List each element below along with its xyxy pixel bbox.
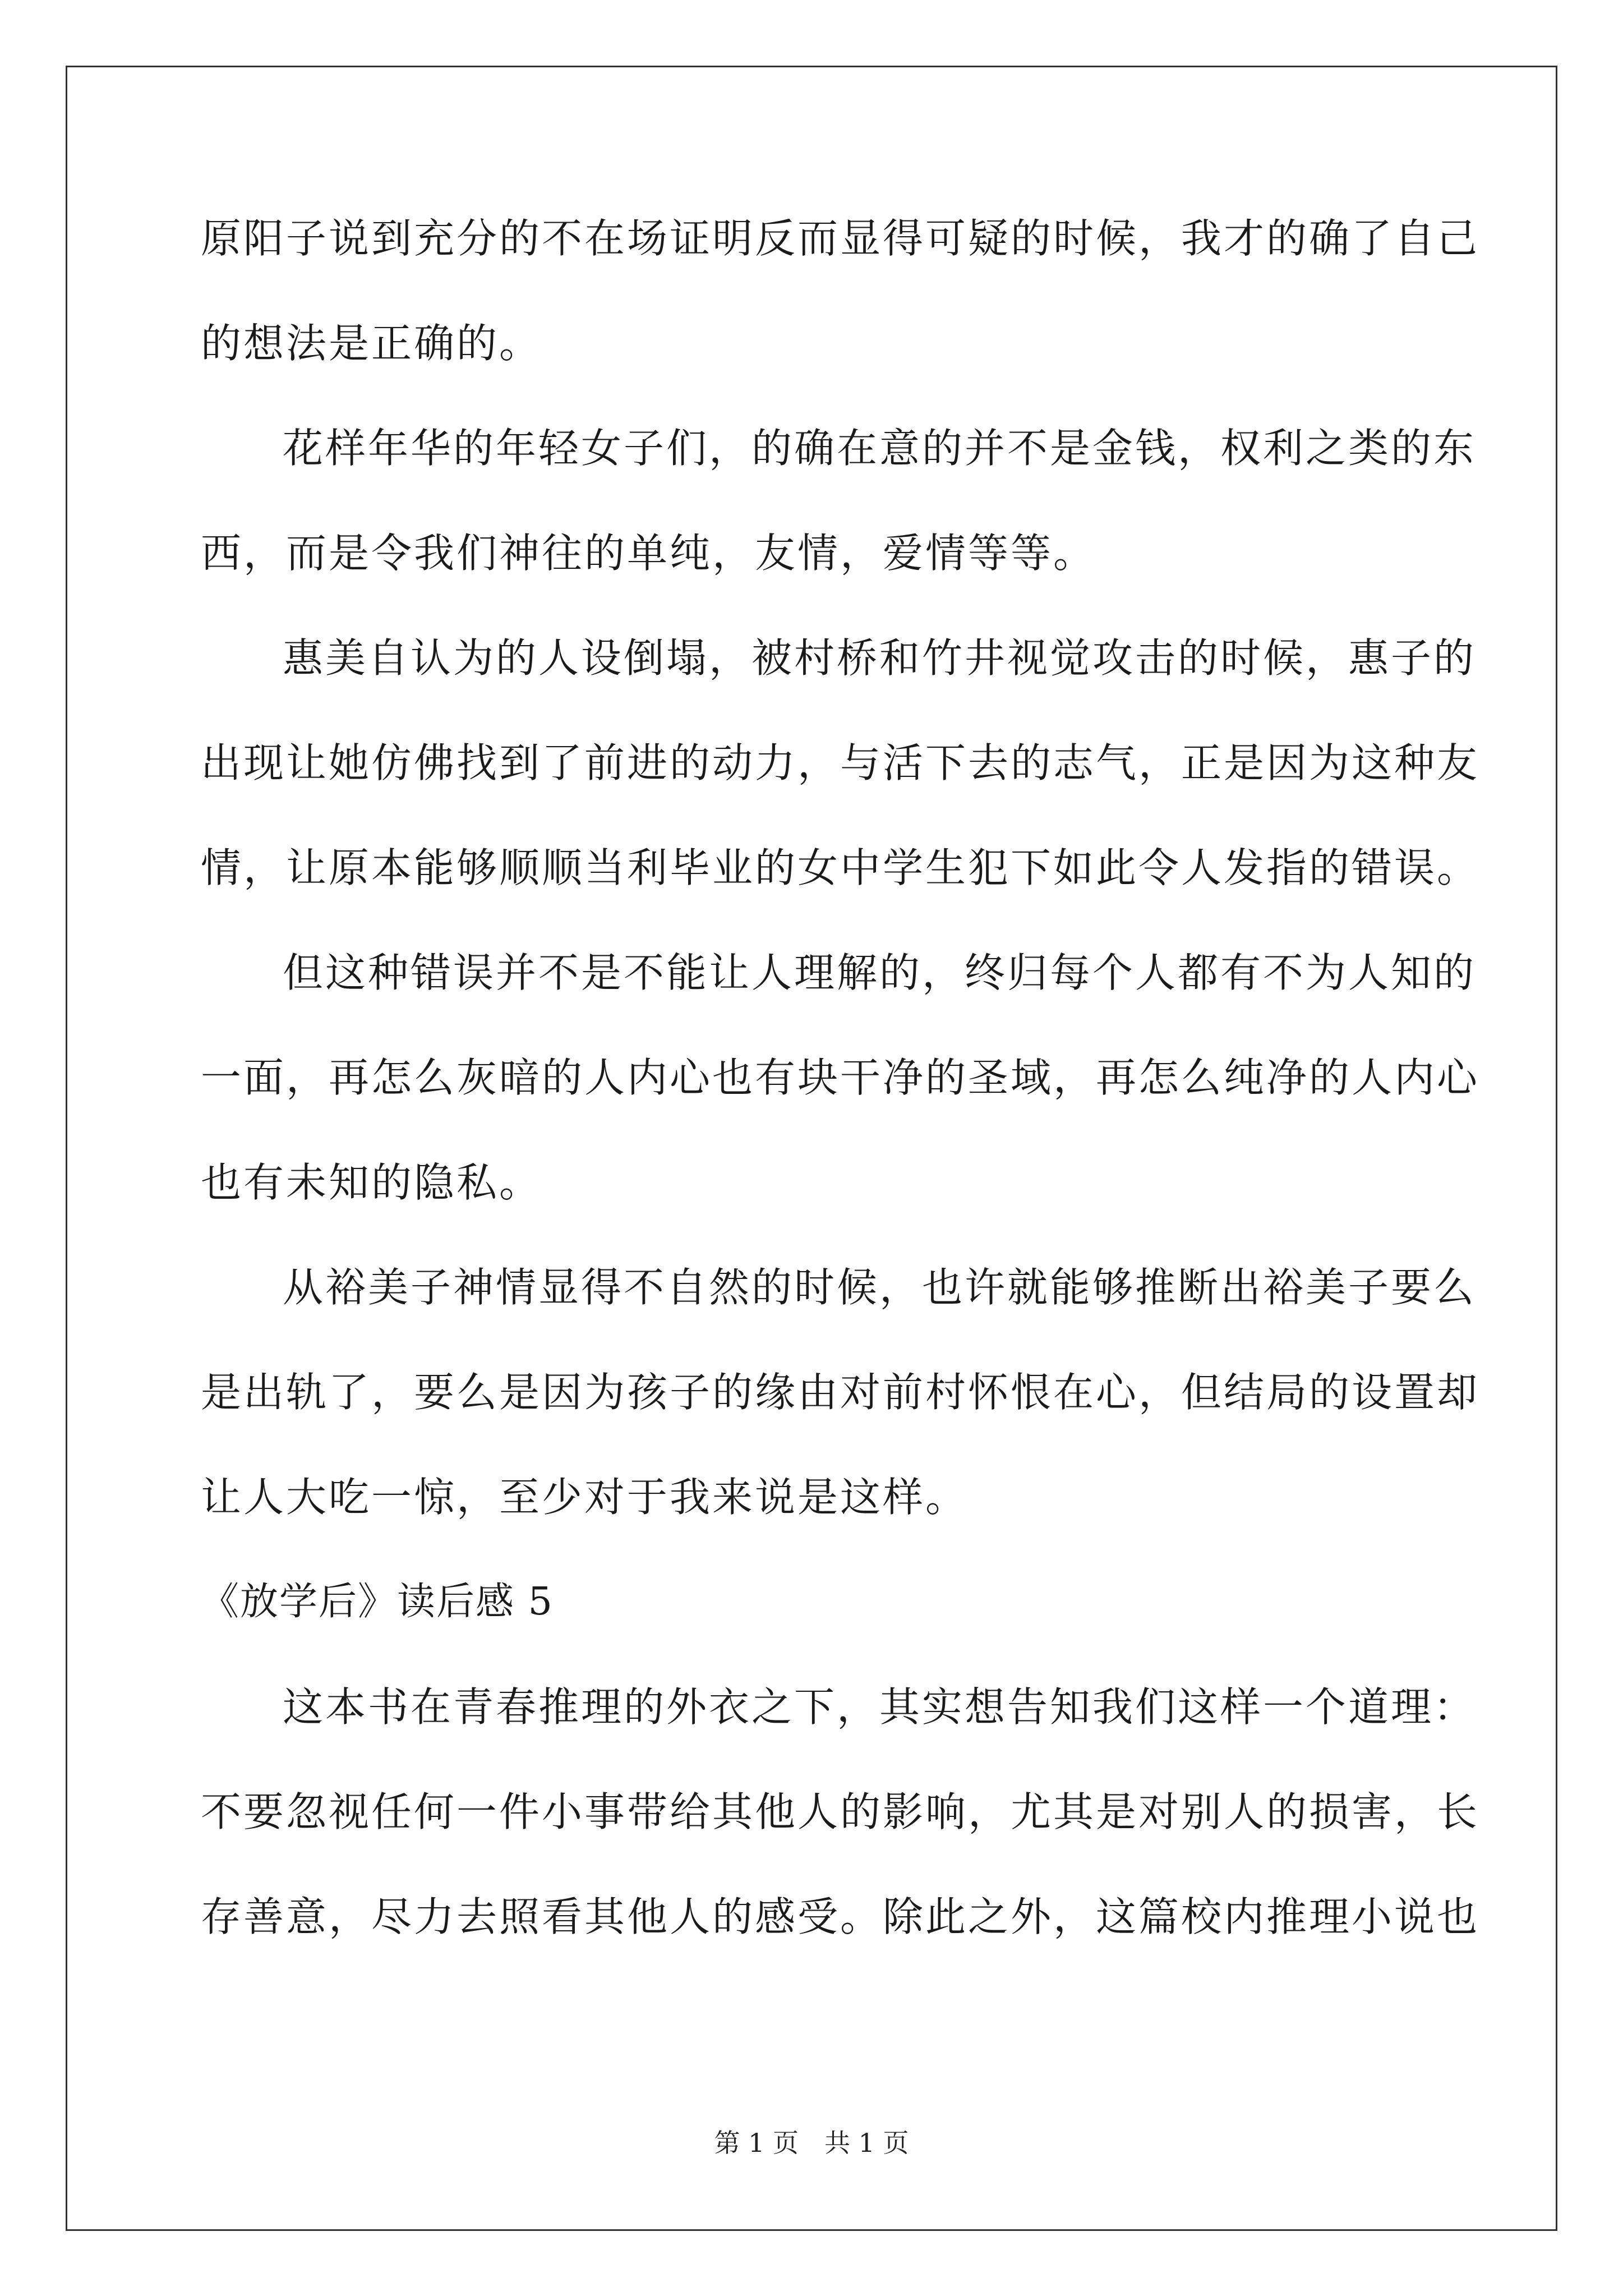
text-line: 情，让原本能够顺顺当利毕业的女中学生犯下如此令人发指的错误。 xyxy=(201,844,1480,891)
text-line: 但这种错误并不是不能让人理解的，终归每个人都有不为人知的 xyxy=(283,949,1477,996)
text-line: 存善意，尽力去照看其他人的感受。除此之外，这篇校内推理小说也 xyxy=(201,1893,1480,1940)
text-line: 的想法是正确的。 xyxy=(201,320,542,367)
text-line: 原阳子说到充分的不在场证明反而显得可疑的时候，我才的确了自己 xyxy=(201,215,1480,262)
text-line: 花样年华的年轻女子们，的确在意的并不是金钱，权利之类的东 xyxy=(283,425,1477,472)
text-line: 不要忽视任何一件小事带给其他人的影响，尤其是对别人的损害，长 xyxy=(201,1788,1480,1835)
text-line: 一面，再怎么灰暗的人内心也有块干净的圣域，再怎么纯净的人内心 xyxy=(201,1054,1480,1101)
text-line: 从裕美子神情显得不自然的时候，也许就能够推断出裕美子要么 xyxy=(283,1264,1477,1311)
text-line: 西，而是令我们神往的单纯，友情，爱情等等。 xyxy=(201,530,1096,577)
text-line: 也有未知的隐私。 xyxy=(201,1159,542,1206)
text-line: 是出轨了，要么是因为孩子的缘由对前村怀恨在心，但结局的设置却 xyxy=(201,1369,1480,1416)
text-line: 让人大吃一惊，至少对于我来说是这样。 xyxy=(201,1474,969,1521)
text-line: 出现让她仿佛找到了前进的动力，与活下去的志气，正是因为这种友 xyxy=(201,739,1480,786)
page-footer: 第 1 页 共 1 页 xyxy=(714,2128,909,2158)
text-line: 这本书在青春推理的外衣之下，其实想告知我们这样一个道理： xyxy=(283,1683,1477,1731)
section-heading: 《放学后》读后感 5 xyxy=(201,1580,554,1624)
text-line: 惠美自认为的人设倒塌，被村桥和竹井视觉攻击的时候，惠子的 xyxy=(283,634,1477,682)
